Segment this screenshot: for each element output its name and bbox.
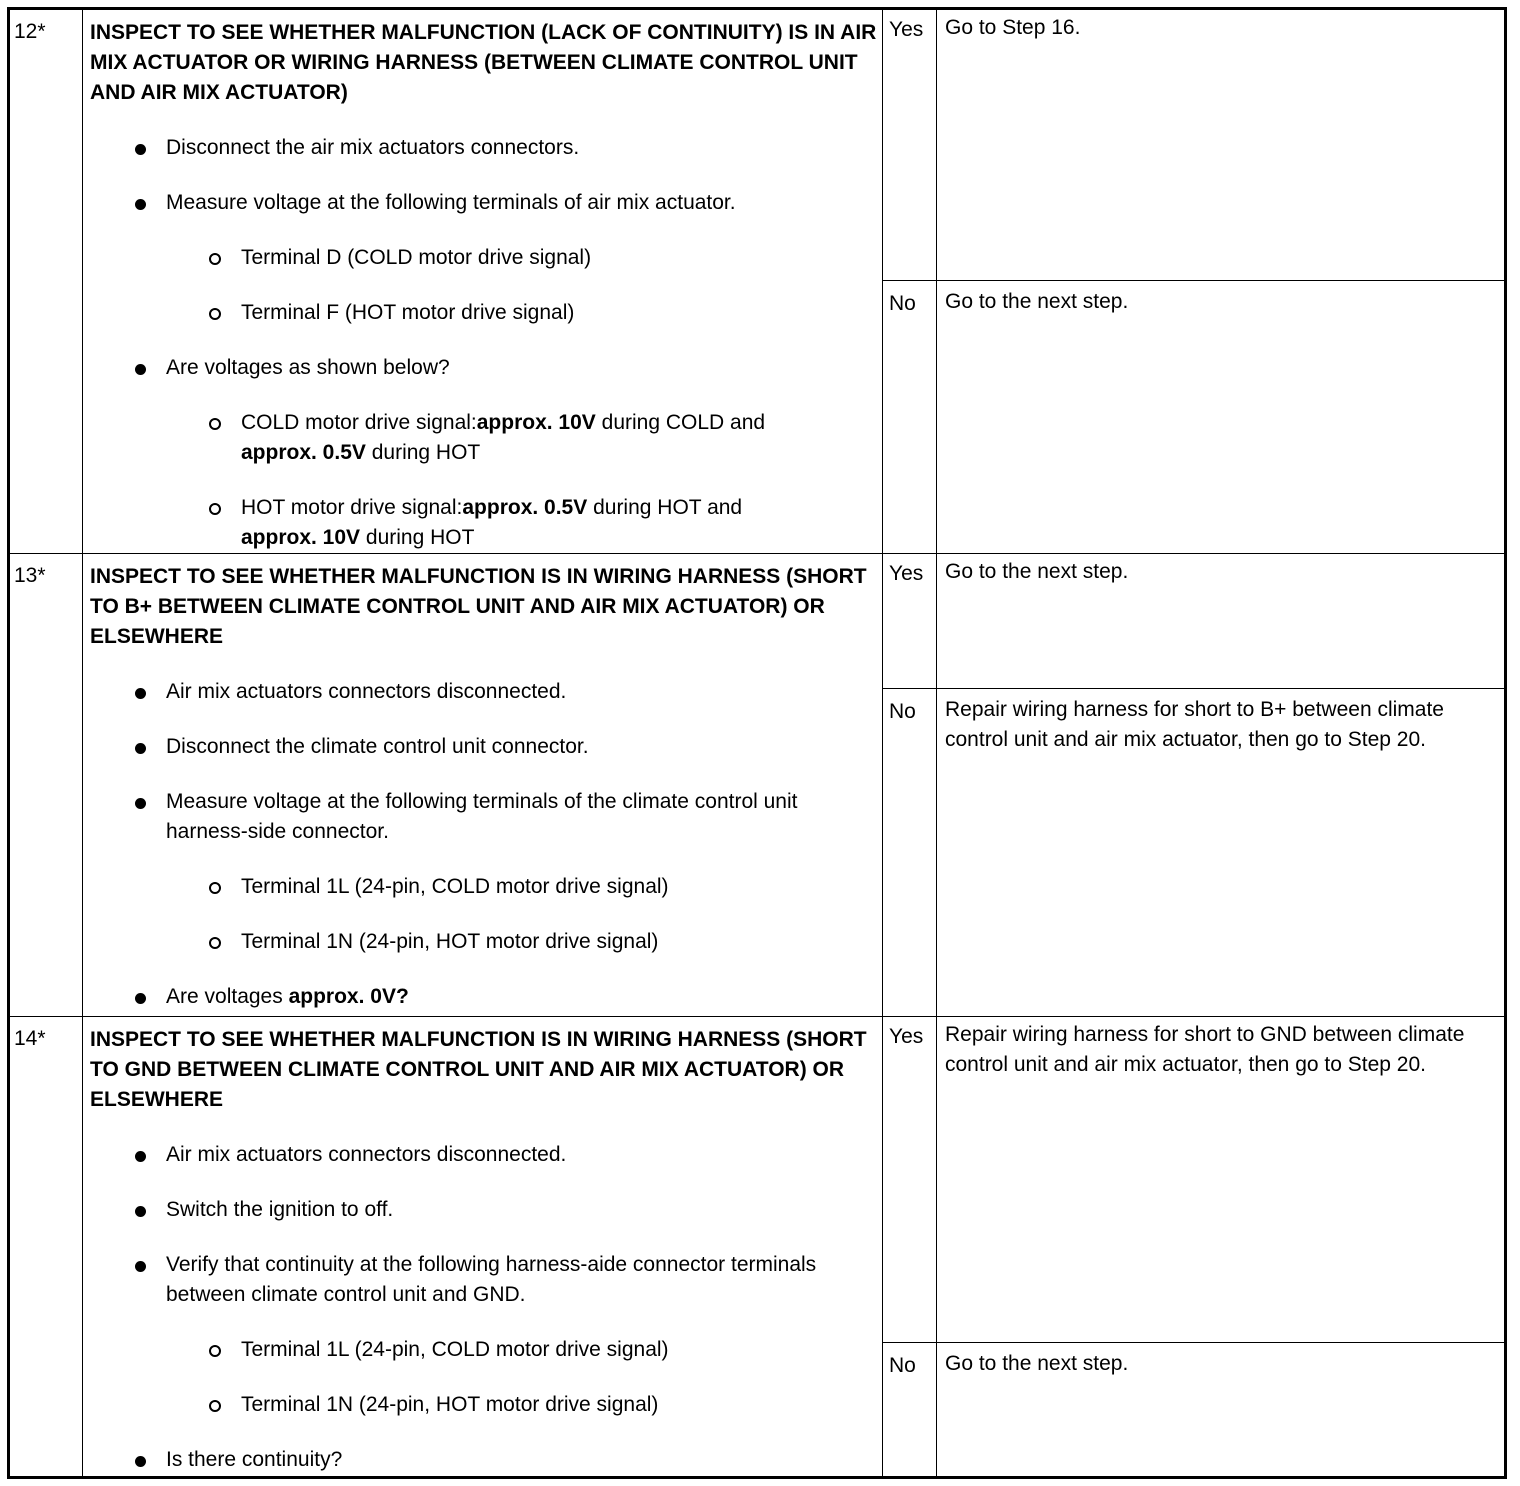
step-row-14	[10, 1017, 1504, 1476]
step-row-13	[10, 554, 1504, 1016]
yes-label: Yes	[889, 1025, 924, 1048]
step-title: INSPECT TO SEE WHETHER MALFUNCTION IS IN WIRING HARNESS (SHORT TO B+ BETWEEN CLIMATE CONTROL UNIT AND AIR MIX ACTUATOR) OR ELSEWHERE	[90, 565, 867, 648]
step-content	[90, 18, 880, 553]
bullet-item: Disconnect the climate control unit connector.	[90, 732, 880, 762]
sub-item: Terminal D (COLD motor drive signal)	[90, 243, 880, 273]
yes-label: Yes	[889, 18, 924, 41]
step-number: 13*	[14, 564, 46, 587]
sub-item: Terminal 1L (24-pin, COLD motor drive signal)	[90, 872, 880, 902]
yes-label: Yes	[889, 562, 924, 585]
bullet-item: Disconnect the air mix actuators connectors.	[90, 133, 880, 163]
yes-action: Go to the next step.	[945, 560, 1129, 583]
step-title: INSPECT TO SEE WHETHER MALFUNCTION IS IN WIRING HARNESS (SHORT TO GND BETWEEN CLIMATE CONTROL UNIT AND AIR MIX ACTUATOR) OR ELSEWHERE	[90, 1028, 867, 1111]
bullet-item: Measure voltage at the following terminals of the climate control unit harness-side connector.	[90, 787, 806, 847]
procedure-table	[7, 7, 1507, 1479]
step-number: 14*	[14, 1027, 46, 1050]
no-action: Repair wiring harness for short to B+ between climate control unit and air mix actuator, then go to Step 20.	[945, 698, 1444, 751]
spec-item: HOT motor drive signal:approx. 0.5V during HOT and approx. 10V during HOT	[90, 493, 801, 553]
bullet-item: Air mix actuators connectors disconnected.	[90, 677, 880, 707]
yes-action: Go to Step 16.	[945, 16, 1081, 39]
step-content	[90, 1025, 880, 1475]
no-label: No	[889, 1354, 916, 1377]
bullet-item: Measure voltage at the following terminals of air mix actuator.	[90, 188, 880, 218]
step-row-12	[10, 10, 1504, 553]
no-action: Go to the next step.	[945, 290, 1129, 313]
bullet-item: Verify that continuity at the following harness-aide connector terminals between climate control unit and GND.	[90, 1250, 856, 1310]
sub-item: Terminal 1N (24-pin, HOT motor drive signal)	[90, 1390, 880, 1420]
step-number: 12*	[14, 20, 46, 43]
step-title: INSPECT TO SEE WHETHER MALFUNCTION (LACK OF CONTINUITY) IS IN AIR MIX ACTUATOR OR WIRING HARNESS (BETWEEN CLIMATE CONTROL UNIT AND AIR MIX ACTUATOR)	[90, 21, 877, 104]
step-content	[90, 562, 880, 1012]
sub-item: Terminal 1N (24-pin, HOT motor drive signal)	[90, 927, 880, 957]
no-label: No	[889, 292, 916, 315]
no-label: No	[889, 700, 916, 723]
bullet-item: Switch the ignition to off.	[90, 1195, 880, 1225]
bullet-item: Air mix actuators connectors disconnected.	[90, 1140, 880, 1170]
question-item: Is there continuity?	[90, 1445, 880, 1475]
sub-item: Terminal F (HOT motor drive signal)	[90, 298, 880, 328]
sub-item: Terminal 1L (24-pin, COLD motor drive signal)	[90, 1335, 880, 1365]
yes-action: Repair wiring harness for short to GND between climate control unit and air mix actuator, then go to Step 20.	[945, 1023, 1465, 1076]
spec-item: COLD motor drive signal:approx. 10V during COLD and approx. 0.5V during HOT	[90, 408, 831, 468]
question-item: Are voltages as shown below?	[90, 353, 880, 383]
no-action: Go to the next step.	[945, 1352, 1129, 1375]
question-item: Are voltages approx. 0V?	[90, 982, 880, 1012]
